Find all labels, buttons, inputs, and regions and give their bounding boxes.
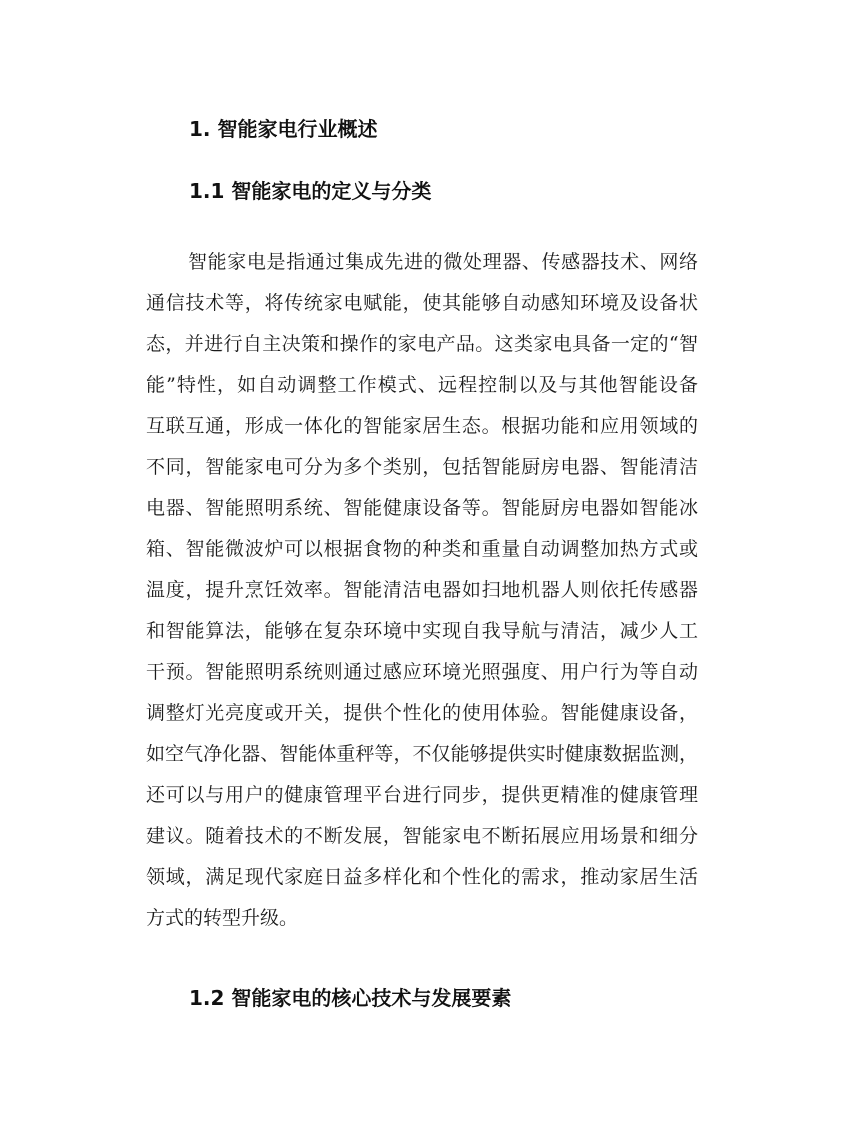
section-heading-1-2: 1.2 智能家电的核心技术与发展要素 — [189, 986, 512, 1010]
paragraph-line: 不同，智能家电可分为多个类别，包括智能厨房电器、智能清洁 — [146, 456, 698, 478]
paragraph-line: 态，并进行自主决策和操作的家电产品。这类家电具备一定的“智 — [146, 333, 698, 355]
paragraph — [146, 242, 698, 939]
paragraph-line: 建议。随着技术的不断发展，智能家电不断拓展应用场景和细分 — [146, 825, 698, 847]
paragraph-line: 方式的转型升级。 — [146, 907, 299, 929]
section-heading-1-1: 1.1 智能家电的定义与分类 — [189, 179, 432, 203]
paragraph-line: 领域，满足现代家庭日益多样化和个性化的需求，推动家居生活 — [146, 866, 698, 888]
paragraph-line: 温度，提升烹饪效率。智能清洁电器如扫地机器人则依托传感器 — [146, 579, 698, 601]
paragraph-line: 和智能算法，能够在复杂环境中实现自我导航与清洁，减少人工 — [146, 620, 698, 642]
paragraph-line: 箱、智能微波炉可以根据食物的种类和重量自动调整加热方式或 — [146, 538, 698, 560]
paragraph-line: 智能家电是指通过集成先进的微处理器、传感器技术、网络 — [188, 251, 698, 273]
paragraph-line: 能”特性，如自动调整工作模式、远程控制以及与其他智能设备 — [146, 374, 698, 396]
paragraph-line: 如空气净化器、智能体重秤等，不仅能够提供实时健康数据监测， — [146, 743, 698, 765]
paragraph-line: 电器、智能照明系统、智能健康设备等。智能厨房电器如智能冰 — [146, 497, 698, 519]
chapter-heading: 1. 智能家电行业概述 — [189, 117, 378, 141]
paragraph-line: 调整灯光亮度或开关，提供个性化的使用体验。智能健康设备， — [146, 702, 698, 724]
paragraph-line: 互联互通，形成一体化的智能家居生态。根据功能和应用领域的 — [146, 415, 698, 437]
paragraph-line: 还可以与用户的健康管理平台进行同步，提供更精准的健康管理 — [146, 784, 698, 806]
paragraph-line: 通信技术等，将传统家电赋能，使其能够自动感知环境及设备状 — [146, 292, 698, 314]
paragraph-line: 干预。智能照明系统则通过感应环境光照强度、用户行为等自动 — [146, 661, 698, 683]
